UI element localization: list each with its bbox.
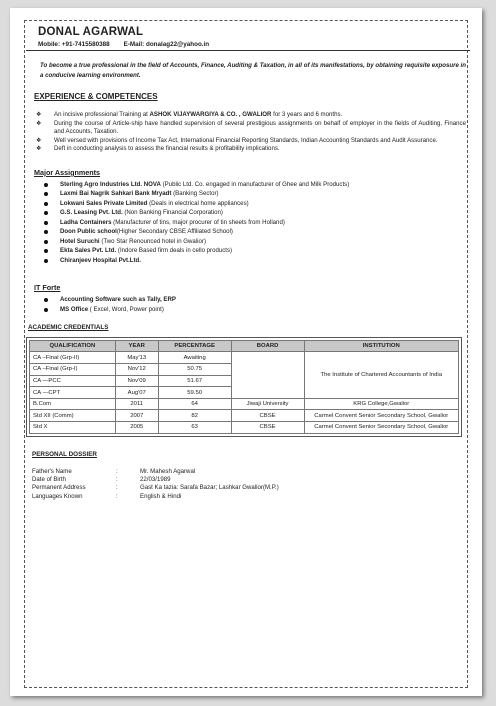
column-header: INSTITUTION [304,341,458,352]
bullet-dot-icon [44,240,48,244]
academic-table-frame [26,337,462,436]
item-name: Ladha Containers [60,218,112,226]
contact-line [38,41,470,48]
personal-row [32,468,470,476]
list-item [44,295,470,305]
percentage-cell: 59.50 [158,387,231,399]
bullet-dot-icon [44,249,48,253]
academic-table [29,340,459,433]
board-cell: Jiwaji University [231,398,304,410]
bullet-dot-icon [44,298,48,302]
qualification-cell: CA –Final (Grp-II) [30,352,116,364]
personal-row [32,493,470,501]
list-item [44,218,470,228]
personal-colon: : [116,476,118,484]
item-detail: ( Excel, Word, Power point) [88,305,164,313]
experience-item [36,137,466,146]
item-name: Ekta Sales Pvt. Ltd. [60,247,117,255]
mobile-number: Mobile: +91-7415580388 [38,41,110,48]
list-item [44,199,470,209]
resume-page [10,8,482,696]
item-detail: (Public Ltd. Co. engaged in manufacturer of Ghee and Milk Products) [160,180,350,188]
personal-value: English & Hindi [140,492,182,500]
diamond-bullet-icon: ❖ [36,120,42,127]
personal-value: 22/03/1989 [140,476,171,484]
list-item [44,189,470,199]
bullet-dot-icon [44,192,48,196]
table-row [30,398,459,410]
experience-text: Well versed with provisions of Income Tax Act, International Financial Reporting Standards, Indian Accounting Standards and Audit Assurance. [54,136,438,144]
bullet-dot-icon [44,183,48,187]
bullet-dot-icon [44,230,48,234]
item-name: Accounting Software such as Tally, ERP [60,296,176,304]
qualification-cell: CA –Final (Grp-I) [30,364,116,376]
item-name: Chiranjeev Hospital Pvt.Ltd. [60,256,141,264]
experience-item [36,120,466,137]
diamond-bullet-icon: ❖ [36,112,42,118]
item-name: Lokwani Sales Private Limited [60,199,148,207]
column-header: QUALIFICATION [30,341,116,352]
personal-colon: : [116,492,118,500]
list-item [44,227,470,237]
item-detail: (Non Banking Financial Corporation) [122,209,223,217]
experience-text: Deft in conducting analysis to assess the financial results & profitability implications. [54,145,280,153]
personal-dossier-title: PERSONAL DOSSIER [32,450,97,458]
candidate-name: DONAL AGARWAL [38,26,144,38]
personal-colon: : [116,484,118,492]
personal-colon: : [116,467,118,475]
item-detail: (Higher Secondary CBSE Affiliated School) [116,228,233,236]
academic-table-header [30,341,459,352]
board-cell [231,352,304,398]
personal-row [32,476,470,484]
personal-value: Mr. Mahesh Agarwal [140,467,196,475]
it-forte-title: IT Forte [34,283,61,293]
percentage-cell: 50.75 [158,364,231,376]
bullet-dot-icon [44,211,48,215]
bullet-dot-icon [44,308,48,312]
experience-text: During the course of Article-ship have handled supervision of several prestigious assignments on behalf of employer in the fields of Auditing, Finance and Accounts, Taxation. [54,119,466,136]
year-cell: May'13 [115,352,158,364]
institution-cell: Carmel Convent Senior Secondary School, Gwalior [304,410,458,422]
personal-label: Date of Birth [32,476,66,484]
qualification-cell: CA —CPT [30,387,116,399]
bullet-dot-icon [44,259,48,263]
year-cell: 2007 [115,410,158,422]
list-item [44,305,470,315]
experience-item [36,111,466,120]
qualification-cell: B.Com [30,398,116,410]
item-detail: (Manufacturer of tins, major procurer of tin sheets from Holland) [111,218,285,226]
experience-item [36,145,466,154]
item-detail: (Indore Based firm deals in cello products) [116,247,233,255]
qualification-cell: Std X [30,422,116,434]
institution-cell: The Institute of Chartered Accountants of India [304,352,458,398]
institution-cell: Carmel Convent Senior Secondary School, Gwalior [304,422,458,434]
column-header: PERCENTAGE [158,341,231,352]
email-address: E-Mail: donalag22@yahoo.in [123,41,210,48]
list-item [44,237,470,247]
academic-title: ACADEMIC CREDENTIALS [28,324,109,332]
resume-content [26,24,470,501]
personal-value: Gast Ka tazia: Sarafa Bazar; Lashkar Gwalior(M.P.) [140,484,279,492]
item-name: G.S. Leasing Pvt. Ltd. [60,209,123,217]
list-item [44,246,470,256]
item-name: Laxmi Bai Nagrik Sahkari Bank Mryadt [60,190,172,198]
qualification-cell: CA —PCC [30,375,116,387]
assignments-list [44,180,470,266]
bullet-dot-icon [44,221,48,225]
year-cell: Aug'07 [115,387,158,399]
experience-title: EXPERIENCE & COMPETENCES [34,92,158,101]
experience-text: An incisive professional Training at [54,111,150,118]
column-header: YEAR [115,341,158,352]
career-objective: To become a true professional in the field of Accounts, Finance, Auditing & Taxation, in all of its manifestations, by obtaining requisite exposure in a conducive learning environment. [40,62,466,79]
table-row [30,422,459,434]
personal-label: Father's Name [32,467,72,475]
personal-row [32,484,470,492]
personal-label: Permanent Address [32,484,86,492]
header-divider [26,50,470,51]
year-cell: 2011 [115,398,158,410]
experience-highlight: ASHOK VIJAYWARGIYA & CO. , GWALIOR [149,111,272,118]
qualification-cell: Std XII (Comm) [30,410,116,422]
item-name: MS Office [60,305,89,313]
item-name: Hotel Suruchi [60,237,100,245]
item-detail: (Banking Sector) [171,190,219,198]
it-forte-list [44,295,470,314]
percentage-cell: Awaiting [158,352,231,364]
item-detail: (Deals in electrical home appliances) [147,199,249,207]
diamond-bullet-icon: ❖ [36,146,42,153]
percentage-cell: 64 [158,398,231,410]
column-header: BOARD [231,341,304,352]
board-cell: CBSE [231,410,304,422]
experience-text-end: for 3 years and 6 months. [271,111,343,118]
table-row [30,352,459,364]
percentage-cell: 82 [158,410,231,422]
personal-details [32,468,470,502]
year-cell: 2005 [115,422,158,434]
item-name: Sterling Agro Industries Ltd. NOVA [60,180,161,188]
list-item [44,208,470,218]
list-item [44,256,470,266]
institution-cell: KRG College,Gwalior [304,398,458,410]
table-row [30,410,459,422]
diamond-bullet-icon: ❖ [36,137,42,144]
assignments-title: Major Assignments [34,167,101,177]
bullet-dot-icon [44,202,48,206]
personal-label: Languages Known [32,492,83,500]
board-cell: CBSE [231,422,304,434]
year-cell: Nov'09 [115,375,158,387]
percentage-cell: 63 [158,422,231,434]
item-name: Doon Public school [60,228,117,236]
item-detail: (Two Star Renounced hotel in Gwalior) [99,237,206,245]
year-cell: Nov'12 [115,364,158,376]
list-item [44,180,470,190]
experience-list [36,111,466,154]
percentage-cell: 51.67 [158,375,231,387]
